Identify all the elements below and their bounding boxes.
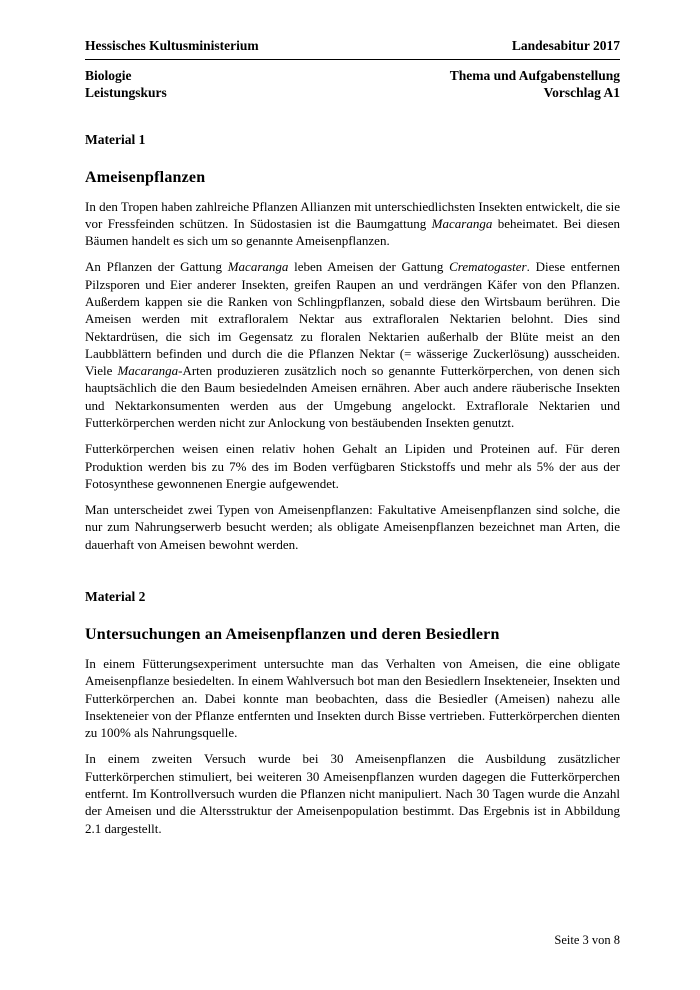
material-1-paragraph-2: An Pflanzen der Gattung Macaranga leben Ameisen der Gattung Crematogaster. Diese entfernen Pilzsporen und Eier anderer Insekten, greifen Raupen an und verdrängen Käfer von den Pflanzen. Außerdem kappen sie die Ranken von Schlingpflanzen, sobald diese den Wirtsbaum berühren. Die Ameisen werden mit extrafloralem Nektar aus extrafloralen Nektarien belohnt. Dies sind Nektardrüsen, die sich im Gegensatz zu floralen Nektarien außerhalb der Blüte meist an den Laubblättern befinden und durch die die Pflanzen Nektar (= wässerige Zuckerlösung) ausscheiden. Viele Macaranga-Arten produzieren zusätzlich noch so genannte Futterkörperchen, von denen sich hauptsächlich die den Baum besiedelnden Ameisen ernähren. Aber auch andere räuberische Insekten und Nektarkonsumenten werden aus der Umgebung angelockt. Extraflorale Nektarien und Futterkörperchen werden nicht zur Anlockung von bestäubenden Insekten genutzt.: [85, 259, 620, 430]
header-subject-row: [85, 68, 620, 85]
proposal-label: Vorschlag A1: [543, 84, 620, 100]
material-2-paragraph-2: In einem zweiten Versuch wurde bei 30 Ameisenpflanzen die Ausbildung zusätzlicher Futterkörperchen stimuliert, bei weiteren 30 Ameisenpflanzen wurden dagegen die Futterkörperchen entfernt. Im Kontrollversuch wurden die Pflanzen nicht manipuliert. Nach 30 Tagen wurde die Anzahl der Ameisen und die Altersstruktur der Ameisenpopulation bestimmt. Das Ergebnis ist in Abbildung 2.1 dargestellt.: [85, 751, 620, 836]
exam-year-title: Landesabitur 2017: [511, 38, 620, 53]
material-2-paragraph-1: In einem Fütterungsexperiment untersuchte man das Verhalten von Ameisen, die eine obligate Ameisenpflanze besiedelten. In einem Wahlversuch bot man den Besiedlern Insekteneier, Insekten und Futterkörperchen an. Dabei konnte man beobachten, dass die Besiedler (Ameisen) nahezu alle Insekteneier von der Pflanze entfernten und Insekten durch Bisse vertrieben. Futterkörperchen dienten zu 100% als Nahrungsquelle.: [85, 655, 620, 741]
course-label: Leistungskurs: [85, 84, 167, 100]
header-course-row: [85, 85, 620, 102]
topic-label: Thema und Aufgabenstellung: [449, 67, 620, 83]
material-2-heading: Untersuchungen an Ameisenpflanzen und deren Besiedlern: [85, 625, 500, 643]
material-2-section: [85, 589, 620, 837]
ministry-title: Hessisches Kultusministerium: [85, 38, 259, 53]
material-1-paragraph-1: In den Tropen haben zahlreiche Pflanzen Allianzen mit unterschiedlichsten Insekten entwickelt, die sie vor Fressfeinden schützen. In Südostasien ist die Baumgattung Macaranga beheimatet. Bei diesen Bäumen handelt es sich um so genannte Ameisenpflanzen.: [85, 198, 620, 249]
page-number: Seite 3 von 8: [554, 933, 620, 947]
subject-label: Biologie: [85, 67, 132, 83]
material-1-section: [85, 132, 620, 553]
material-1-paragraph-4: Man unterscheidet zwei Typen von Ameisenpflanzen: Fakultative Ameisenpflanzen sind solche, die nur zum Nahrungserwerb besucht werden; als obligate Ameisenpflanzen bezeichnet man Arten, die dauerhaft von Ameisen bewohnt werden.: [85, 502, 620, 552]
header-divider: [85, 59, 620, 60]
material-1-paragraph-3: Futterkörperchen weisen einen relativ hohen Gehalt an Lipiden und Proteinen auf. Für deren Produktion werden bis zu 7% des im Boden verfügbaren Stickstoffs und mehr als 5% der aus der Fotosynthese gewonnenen Energie aufgewendet.: [85, 441, 620, 491]
material-1-heading: Ameisenpflanzen: [85, 168, 206, 186]
document-header: [85, 38, 620, 102]
material-1-label: Material 1: [85, 131, 146, 147]
header-title-row: [85, 38, 620, 55]
material-2-label: Material 2: [85, 588, 146, 604]
